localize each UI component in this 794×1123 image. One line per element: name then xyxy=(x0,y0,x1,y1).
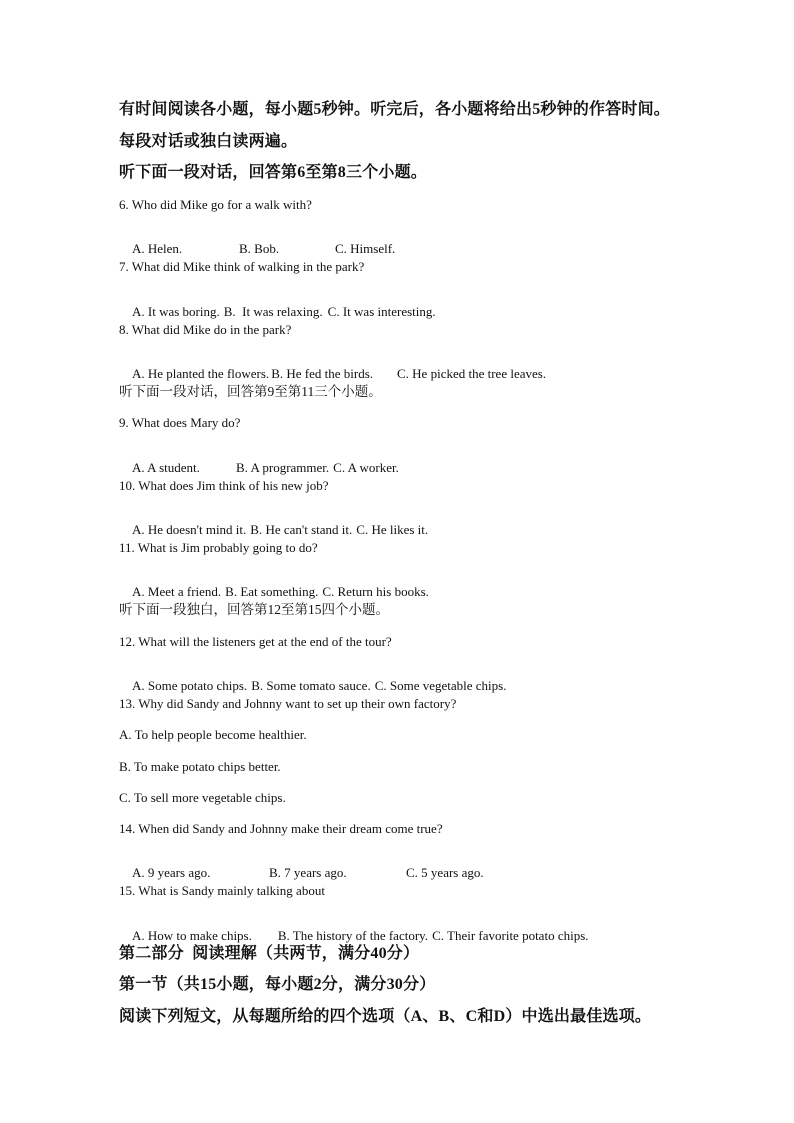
question-15: 15. What is Sandy mainly talking about xyxy=(119,883,325,898)
intro-line-1: 有时间阅读各小题，每小题5秒钟。听完后，各小题将给出5秒钟的作答时间。 xyxy=(119,101,671,118)
option-9c: C. A worker. xyxy=(333,460,399,475)
option-12a: A. Some potato chips. xyxy=(132,678,248,693)
question-7: 7. What did Mike think of walking in the park? xyxy=(119,259,365,274)
section-heading-dialogue-9-11: 听下面一段对话，回答第9至第11三个小题。 xyxy=(119,384,382,399)
option-11b: B. Eat something. xyxy=(225,584,319,599)
option-14b: B. 7 years ago. xyxy=(269,865,347,880)
option-13a: A. To help people become healthier. xyxy=(119,727,307,742)
option-7a: A. It was boring. xyxy=(132,304,220,319)
option-8b: B. He fed the birds. xyxy=(271,366,373,381)
option-10a: A. He doesn't mind it. xyxy=(132,522,247,537)
part2-section1: 第一节（共15小题，每小题2分，满分30分） xyxy=(119,976,436,993)
option-7c: C. It was interesting. xyxy=(327,304,436,319)
question-8: 8. What did Mike do in the park? xyxy=(119,322,292,337)
option-9a: A. A student. xyxy=(132,460,200,475)
option-15c: C. Their favorite potato chips. xyxy=(432,928,589,943)
question-11: 11. What is Jim probably going to do? xyxy=(119,540,318,555)
option-14c: C. 5 years ago. xyxy=(406,865,484,880)
question-10: 10. What does Jim think of his new job? xyxy=(119,478,329,493)
part2-title: 第二部分 阅读理解（共两节，满分40分） xyxy=(119,945,420,962)
option-11a: A. Meet a friend. xyxy=(132,584,222,599)
part2-instruction: 阅读下列短文，从每题所给的四个选项（A、B、C和D）中选出最佳选项。 xyxy=(119,1008,652,1025)
option-8a: A. He planted the flowers. xyxy=(132,366,270,381)
option-14a: A. 9 years ago. xyxy=(132,865,211,880)
option-8c: C. He picked the tree leaves. xyxy=(397,366,547,381)
option-7b: B. It was relaxing. xyxy=(223,304,323,319)
option-13c: C. To sell more vegetable chips. xyxy=(119,790,286,805)
option-6b: B. Bob. xyxy=(239,241,280,256)
option-6c: C. Himself. xyxy=(335,241,396,256)
question-6: 6. Who did Mike go for a walk with? xyxy=(119,197,312,212)
option-10c: C. He likes it. xyxy=(356,522,429,537)
option-12b: B. Some tomato sauce. xyxy=(251,678,371,693)
option-10b: B. He can't stand it. xyxy=(250,522,353,537)
option-15b: B. The history of the factory. xyxy=(277,928,429,943)
question-14: 14. When did Sandy and Johnny make their dream come true? xyxy=(119,821,443,836)
option-15a: A. How to make chips. xyxy=(132,928,252,943)
intro-line-2: 每段对话或独白读两遍。 xyxy=(119,133,298,150)
question-12: 12. What will the listeners get at the end of the tour? xyxy=(119,634,392,649)
option-9b: B. A programmer. xyxy=(236,460,330,475)
option-12c: C. Some vegetable chips. xyxy=(374,678,507,693)
option-6a: A. Helen. xyxy=(132,241,183,256)
section-heading-dialogue-6-8: 听下面一段对话，回答第6至第8三个小题。 xyxy=(119,164,428,181)
option-11c: C. Return his books. xyxy=(322,584,429,599)
question-9: 9. What does Mary do? xyxy=(119,415,241,430)
section-heading-monologue-12-15: 听下面一段独白，回答第12至第15四个小题。 xyxy=(119,602,389,617)
option-13b: B. To make potato chips better. xyxy=(119,759,281,774)
question-13: 13. Why did Sandy and Johnny want to set up their own factory? xyxy=(119,696,457,711)
